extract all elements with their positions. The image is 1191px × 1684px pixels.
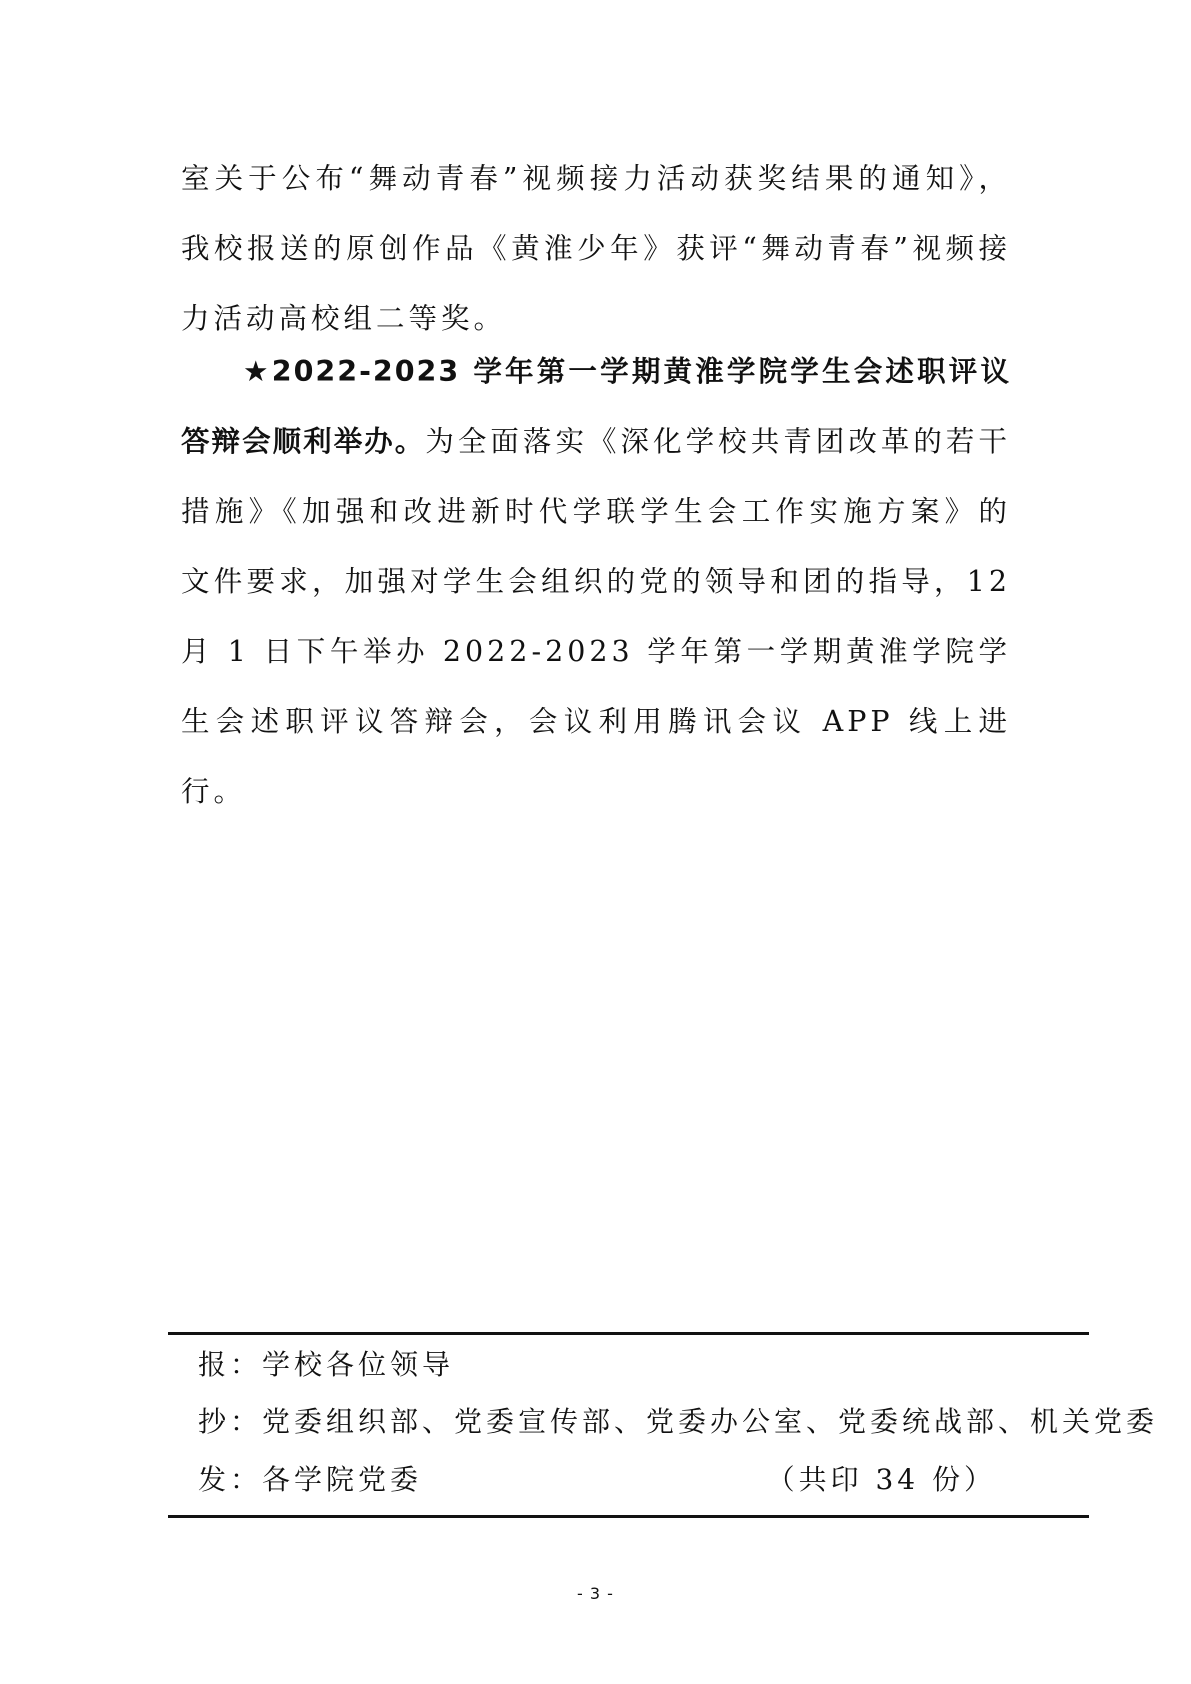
paragraph-body: 为全面落实《深化学校共青团改革的若干措施》《加强和改进新时代学联学生会工作实施方案》的文件要求，加强对学生会组织的党的领导和团的指导，12 月 1 日下午举办 2022-2023 学年第一学期黄淮学院学生会述职评议答辩会，会议利用腾讯会议 APP 线上进行。 xyxy=(181,425,1011,808)
page-number: - 3 - xyxy=(577,1584,614,1603)
print-copies-count: （共印 34 份） xyxy=(766,1463,996,1496)
paragraph-student-union-review xyxy=(181,337,1011,827)
distribution-report-line: 报：学校各位领导 xyxy=(198,1348,455,1381)
distribution-top-rule xyxy=(168,1332,1089,1335)
distribution-copy-line: 抄：党委组织部、党委宣传部、党委办公室、党委统战部、机关党委 xyxy=(198,1405,1159,1438)
paragraph-award-result: 室关于公布“舞动青春”视频接力活动获奖结果的通知》，我校报送的原创作品《黄淮少年》获评“舞动青春”视频接力活动高校组二等奖。 xyxy=(181,162,1011,335)
distribution-bottom-rule xyxy=(168,1515,1089,1518)
distribution-send-text: 发：各学院党委 xyxy=(198,1463,423,1496)
distribution-send-line xyxy=(198,1460,1078,1500)
paragraph-heading: ★2022-2023 学年第一学期黄淮学院学生会述职评议答辩会顺利举办。 xyxy=(181,355,1011,458)
